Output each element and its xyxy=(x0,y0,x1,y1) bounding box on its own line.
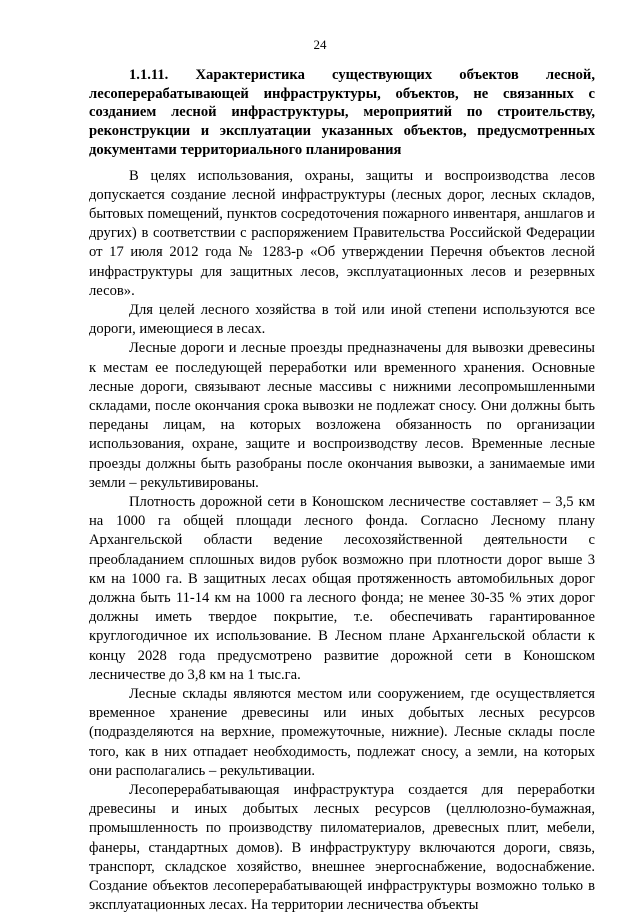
page-content xyxy=(89,66,595,915)
paragraph-forest-roads-purpose: Лесные дороги и лесные проезды предназначены для вывозки древесины к местам ее последующей переработки или временного хранения. Основные лесные дороги, связывают лесные массивы с нижними лесопромышленными складами, после окончания срока вывозки не подлежат сносу. Они должны быть переданы лицам, на которых возложена обязанность по организации использования, охране, защите и воспроизводству лесов. Временные лесные проезды должны быть разобраны после окончания вывозки, а занимаемые ими земли – рекультивированы. xyxy=(89,340,595,491)
paragraph-processing-infrastructure: Лесоперерабатывающая инфраструктура создается для переработки древесины и иных добытых лесных ресурсов (целлюлозно-бумажная, промышленность по производству пиломатериалов, древесных плит, мебели, фанеры, стандартных домов). В инфраструктуру включаются дороги, связь, транспорт, складское хозяйство, внешнее энергоснабжение, водоснабжение. Создание объектов лесоперерабатывающей инфраструктуры возможно только в эксплуатационных лесах. На территории лесничества объекты xyxy=(89,782,595,914)
page-number: 24 xyxy=(313,37,327,52)
paragraph-forest-roads-usage: Для целей лесного хозяйства в той или иной степени используются все дороги, имеющиеся в лесах. xyxy=(89,301,595,338)
paragraph-road-density: Плотность дорожной сети в Коношском лесничестве составляет – 3,5 км на 1000 га общей площади лесного фонда. Согласно Лесному плану Архангельской области ведение лесохозяйственной деятельности с преобладанием сплошных видов рубок возможно при плотности дорог выше 3 км на 1000 га. В защитных лесах общая протяженность автомобильных дорог должна быть 11-14 км на 1000 га лесного фонда; не менее 30-35 % этих дорог должны иметь твердое покрытие, т.е. обеспечивать гарантированное круглогодичное их использование. В Лесном плане Архангельской области к концу 2028 года предусмотрено развитие дорожной сети в Коношском лесничестве до 3,8 км на 1 тыс.га. xyxy=(89,493,595,683)
paragraph-infrastructure-creation: В целях использования, охраны, защиты и воспроизводства лесов допускается создание лесной инфраструктуры (лесных дорог, лесных складов, бытовых помещений, пунктов сосредоточения пожарного инвентаря, аншлагов и других) в соответствии с распоряжением Правительства Российской Федерации от 17 июля 2012 года № 1283-р «Об утверждении Перечня объектов лесной инфраструктуры для защитных лесов, эксплуатационных лесов и резервных лесов». xyxy=(89,167,595,299)
section-heading: 1.1.11. Характеристика существующих объектов лесной, лесоперерабатывающей инфраструктуры, объектов, не связанных с созданием лесной инфраструктуры, мероприятий по строительству, реконструкции и эксплуатации указанных объектов, предусмотренных документами территориального планирования xyxy=(89,67,595,158)
paragraph-forest-warehouses: Лесные склады являются местом или сооружением, где осуществляется временное хранение древесины или иных добытых лесных ресурсов (подразделяются на верхние, промежуточные, нижние). Лесные склады после того, как в них отпадает необходимость, подлежат сносу, а земли, на которых они располагались – рекультивации. xyxy=(89,686,595,779)
